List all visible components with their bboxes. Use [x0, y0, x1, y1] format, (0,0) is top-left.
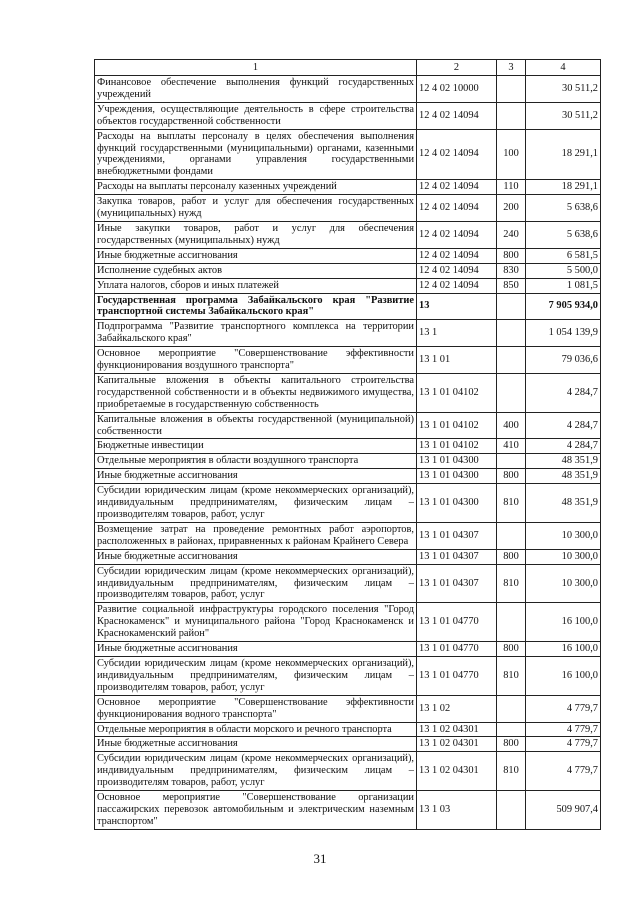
table-row	[95, 642, 601, 657]
row-expense-type	[497, 603, 526, 642]
row-amount: 4 779,7	[526, 722, 601, 737]
row-expense-type	[497, 76, 526, 103]
row-expense-type: 800	[497, 469, 526, 484]
row-expense-type	[497, 791, 526, 830]
row-code: 12 4 02 14094	[417, 180, 497, 195]
row-expense-type: 800	[497, 549, 526, 564]
row-amount: 4 779,7	[526, 737, 601, 752]
row-code: 12 4 02 14094	[417, 102, 497, 129]
row-expense-type: 810	[497, 656, 526, 695]
row-name: Иные бюджетные ассигнования	[95, 737, 417, 752]
row-name: Основное мероприятие "Совершенствование эффективности функционирования водного транспорта"	[95, 695, 417, 722]
table-row	[95, 454, 601, 469]
row-code: 12 4 02 10000	[417, 76, 497, 103]
row-name: Субсидии юридическим лицам (кроме некоммерческих организаций), индивидуальным предпринимателям, физическим лицам – производителям товаров, работ, услуг	[95, 484, 417, 523]
row-code: 12 4 02 14094	[417, 195, 497, 222]
row-amount: 48 351,9	[526, 454, 601, 469]
row-code: 13 1 02 04301	[417, 737, 497, 752]
row-code: 13 1 02 04301	[417, 722, 497, 737]
row-amount: 5 500,0	[526, 263, 601, 278]
row-name: Закупка товаров, работ и услуг для обеспечения государственных (муниципальных) нужд	[95, 195, 417, 222]
row-code: 13 1 01 04300	[417, 454, 497, 469]
row-expense-type: 410	[497, 439, 526, 454]
row-code: 13 1 01 04770	[417, 603, 497, 642]
row-name: Развитие социальной инфраструктуры городского поселения "Город Краснокаменск" и муниципального района "Город Краснокаменск и Краснокаменский район"	[95, 603, 417, 642]
row-name: Учреждения, осуществляющие деятельность в сфере строительства объектов государственной собственности	[95, 102, 417, 129]
row-expense-type: 850	[497, 278, 526, 293]
row-amount: 7 905 934,0	[526, 293, 601, 320]
table-row	[95, 737, 601, 752]
row-expense-type: 830	[497, 263, 526, 278]
row-expense-type: 800	[497, 642, 526, 657]
row-amount: 6 581,5	[526, 248, 601, 263]
table-header-row	[95, 60, 601, 76]
row-name: Исполнение судебных актов	[95, 263, 417, 278]
table-row	[95, 412, 601, 439]
row-amount: 18 291,1	[526, 129, 601, 180]
table-row	[95, 373, 601, 412]
row-code: 13 1 01 04300	[417, 469, 497, 484]
table-row	[95, 102, 601, 129]
row-name: Иные бюджетные ассигнования	[95, 248, 417, 263]
row-code: 13 1 01 04102	[417, 412, 497, 439]
table-row	[95, 564, 601, 603]
row-amount: 4 284,7	[526, 439, 601, 454]
table-row	[95, 278, 601, 293]
row-expense-type	[497, 293, 526, 320]
row-expense-type	[497, 454, 526, 469]
table-row	[95, 439, 601, 454]
row-expense-type: 800	[497, 737, 526, 752]
table-row	[95, 195, 601, 222]
row-amount: 5 638,6	[526, 221, 601, 248]
row-code: 13 1 01 04307	[417, 564, 497, 603]
table-row	[95, 549, 601, 564]
row-name: Подпрограмма "Развитие транспортного комплекса на территории Забайкальского края"	[95, 320, 417, 347]
table-row	[95, 791, 601, 830]
header-col-2: 2	[417, 60, 497, 76]
row-expense-type	[497, 347, 526, 374]
row-amount: 48 351,9	[526, 484, 601, 523]
row-name: Отдельные мероприятия в области воздушного транспорта	[95, 454, 417, 469]
table-row	[95, 522, 601, 549]
row-amount: 10 300,0	[526, 522, 601, 549]
table-row	[95, 347, 601, 374]
row-code: 13 1 02 04301	[417, 752, 497, 791]
row-amount: 10 300,0	[526, 564, 601, 603]
row-code: 12 4 02 14094	[417, 221, 497, 248]
row-expense-type: 200	[497, 195, 526, 222]
row-code: 13 1 01 04770	[417, 642, 497, 657]
row-expense-type: 800	[497, 248, 526, 263]
row-name: Основное мероприятие "Совершенствование организации пассажирских перевозок автомобильным и электрическим наземным транспортом"	[95, 791, 417, 830]
row-amount: 30 511,2	[526, 76, 601, 103]
row-expense-type	[497, 320, 526, 347]
table-row	[95, 603, 601, 642]
row-code: 13 1 01 04770	[417, 656, 497, 695]
row-amount: 79 036,6	[526, 347, 601, 374]
row-name: Субсидии юридическим лицам (кроме некоммерческих организаций), индивидуальным предпринимателям, физическим лицам – производителям товаров, работ, услуг	[95, 752, 417, 791]
row-code: 13 1 01 04102	[417, 373, 497, 412]
table-row	[95, 293, 601, 320]
row-code: 13 1 01 04307	[417, 522, 497, 549]
row-code: 13 1 01 04307	[417, 549, 497, 564]
row-code: 13 1 01 04300	[417, 484, 497, 523]
row-name: Государственная программа Забайкальского края "Развитие транспортной системы Забайкальского края"	[95, 293, 417, 320]
table-row	[95, 656, 601, 695]
row-name: Иные бюджетные ассигнования	[95, 549, 417, 564]
row-code: 12 4 02 14094	[417, 278, 497, 293]
row-expense-type: 810	[497, 484, 526, 523]
row-code: 12 4 02 14094	[417, 263, 497, 278]
row-amount: 4 779,7	[526, 695, 601, 722]
row-amount: 5 638,6	[526, 195, 601, 222]
table-body	[95, 76, 601, 830]
row-expense-type: 810	[497, 564, 526, 603]
row-name: Иные бюджетные ассигнования	[95, 469, 417, 484]
table-row	[95, 722, 601, 737]
row-amount: 10 300,0	[526, 549, 601, 564]
row-name: Основное мероприятие "Совершенствование эффективности функционирования воздушного транспорта"	[95, 347, 417, 374]
row-code: 13 1 01 04102	[417, 439, 497, 454]
budget-table	[94, 59, 601, 830]
row-code: 13 1 01	[417, 347, 497, 374]
row-code: 12 4 02 14094	[417, 248, 497, 263]
table-row	[95, 752, 601, 791]
row-name: Отдельные мероприятия в области морского и речного транспорта	[95, 722, 417, 737]
row-expense-type	[497, 722, 526, 737]
row-expense-type	[497, 695, 526, 722]
row-amount: 1 081,5	[526, 278, 601, 293]
table-row	[95, 484, 601, 523]
row-amount: 48 351,9	[526, 469, 601, 484]
row-amount: 16 100,0	[526, 656, 601, 695]
table-row	[95, 695, 601, 722]
table-row	[95, 180, 601, 195]
row-expense-type: 100	[497, 129, 526, 180]
row-name: Иные закупки товаров, работ и услуг для обеспечения государственных (муниципальных) нужд	[95, 221, 417, 248]
row-expense-type: 810	[497, 752, 526, 791]
row-amount: 4 284,7	[526, 373, 601, 412]
row-amount: 16 100,0	[526, 642, 601, 657]
row-name: Расходы на выплаты персоналу в целях обеспечения выполнения функций государственными (муниципальными) органами, казенными учреждениями, органами управления государственными внебюджетными фондами	[95, 129, 417, 180]
row-name: Субсидии юридическим лицам (кроме некоммерческих организаций), индивидуальным предпринимателям, физическим лицам – производителям товаров, работ, услуг	[95, 656, 417, 695]
table-row	[95, 248, 601, 263]
row-amount: 16 100,0	[526, 603, 601, 642]
row-name: Капитальные вложения в объекты капитального строительства государственной собственности и в объекты недвижимого имущества, приобретаемые в государственную собственность	[95, 373, 417, 412]
page-number: 31	[313, 851, 327, 866]
row-code: 12 4 02 14094	[417, 129, 497, 180]
row-amount: 30 511,2	[526, 102, 601, 129]
row-name: Финансовое обеспечение выполнения функций государственных учреждений	[95, 76, 417, 103]
row-expense-type: 110	[497, 180, 526, 195]
row-expense-type: 240	[497, 221, 526, 248]
row-expense-type	[497, 102, 526, 129]
row-amount: 4 779,7	[526, 752, 601, 791]
row-expense-type: 400	[497, 412, 526, 439]
row-amount: 1 054 139,9	[526, 320, 601, 347]
row-code: 13	[417, 293, 497, 320]
header-col-4: 4	[526, 60, 601, 76]
row-amount: 18 291,1	[526, 180, 601, 195]
row-code: 13 1 02	[417, 695, 497, 722]
row-code: 13 1 03	[417, 791, 497, 830]
table-row	[95, 469, 601, 484]
table-row	[95, 129, 601, 180]
row-name: Бюджетные инвестиции	[95, 439, 417, 454]
row-name: Капитальные вложения в объекты государственной (муниципальной) собственности	[95, 412, 417, 439]
row-name: Возмещение затрат на проведение ремонтных работ аэропортов, расположенных в районах, приравненных к районам Крайнего Севера	[95, 522, 417, 549]
row-amount: 509 907,4	[526, 791, 601, 830]
header-col-3: 3	[497, 60, 526, 76]
table-row	[95, 320, 601, 347]
row-name: Расходы на выплаты персоналу казенных учреждений	[95, 180, 417, 195]
table-row	[95, 263, 601, 278]
table-row	[95, 76, 601, 103]
row-expense-type	[497, 522, 526, 549]
row-amount: 4 284,7	[526, 412, 601, 439]
row-code: 13 1	[417, 320, 497, 347]
header-col-1: 1	[95, 60, 417, 76]
row-expense-type	[497, 373, 526, 412]
row-name: Субсидии юридическим лицам (кроме некоммерческих организаций), индивидуальным предпринимателям, физическим лицам – производителям товаров, работ, услуг	[95, 564, 417, 603]
row-name: Уплата налогов, сборов и иных платежей	[95, 278, 417, 293]
row-name: Иные бюджетные ассигнования	[95, 642, 417, 657]
table-row	[95, 221, 601, 248]
